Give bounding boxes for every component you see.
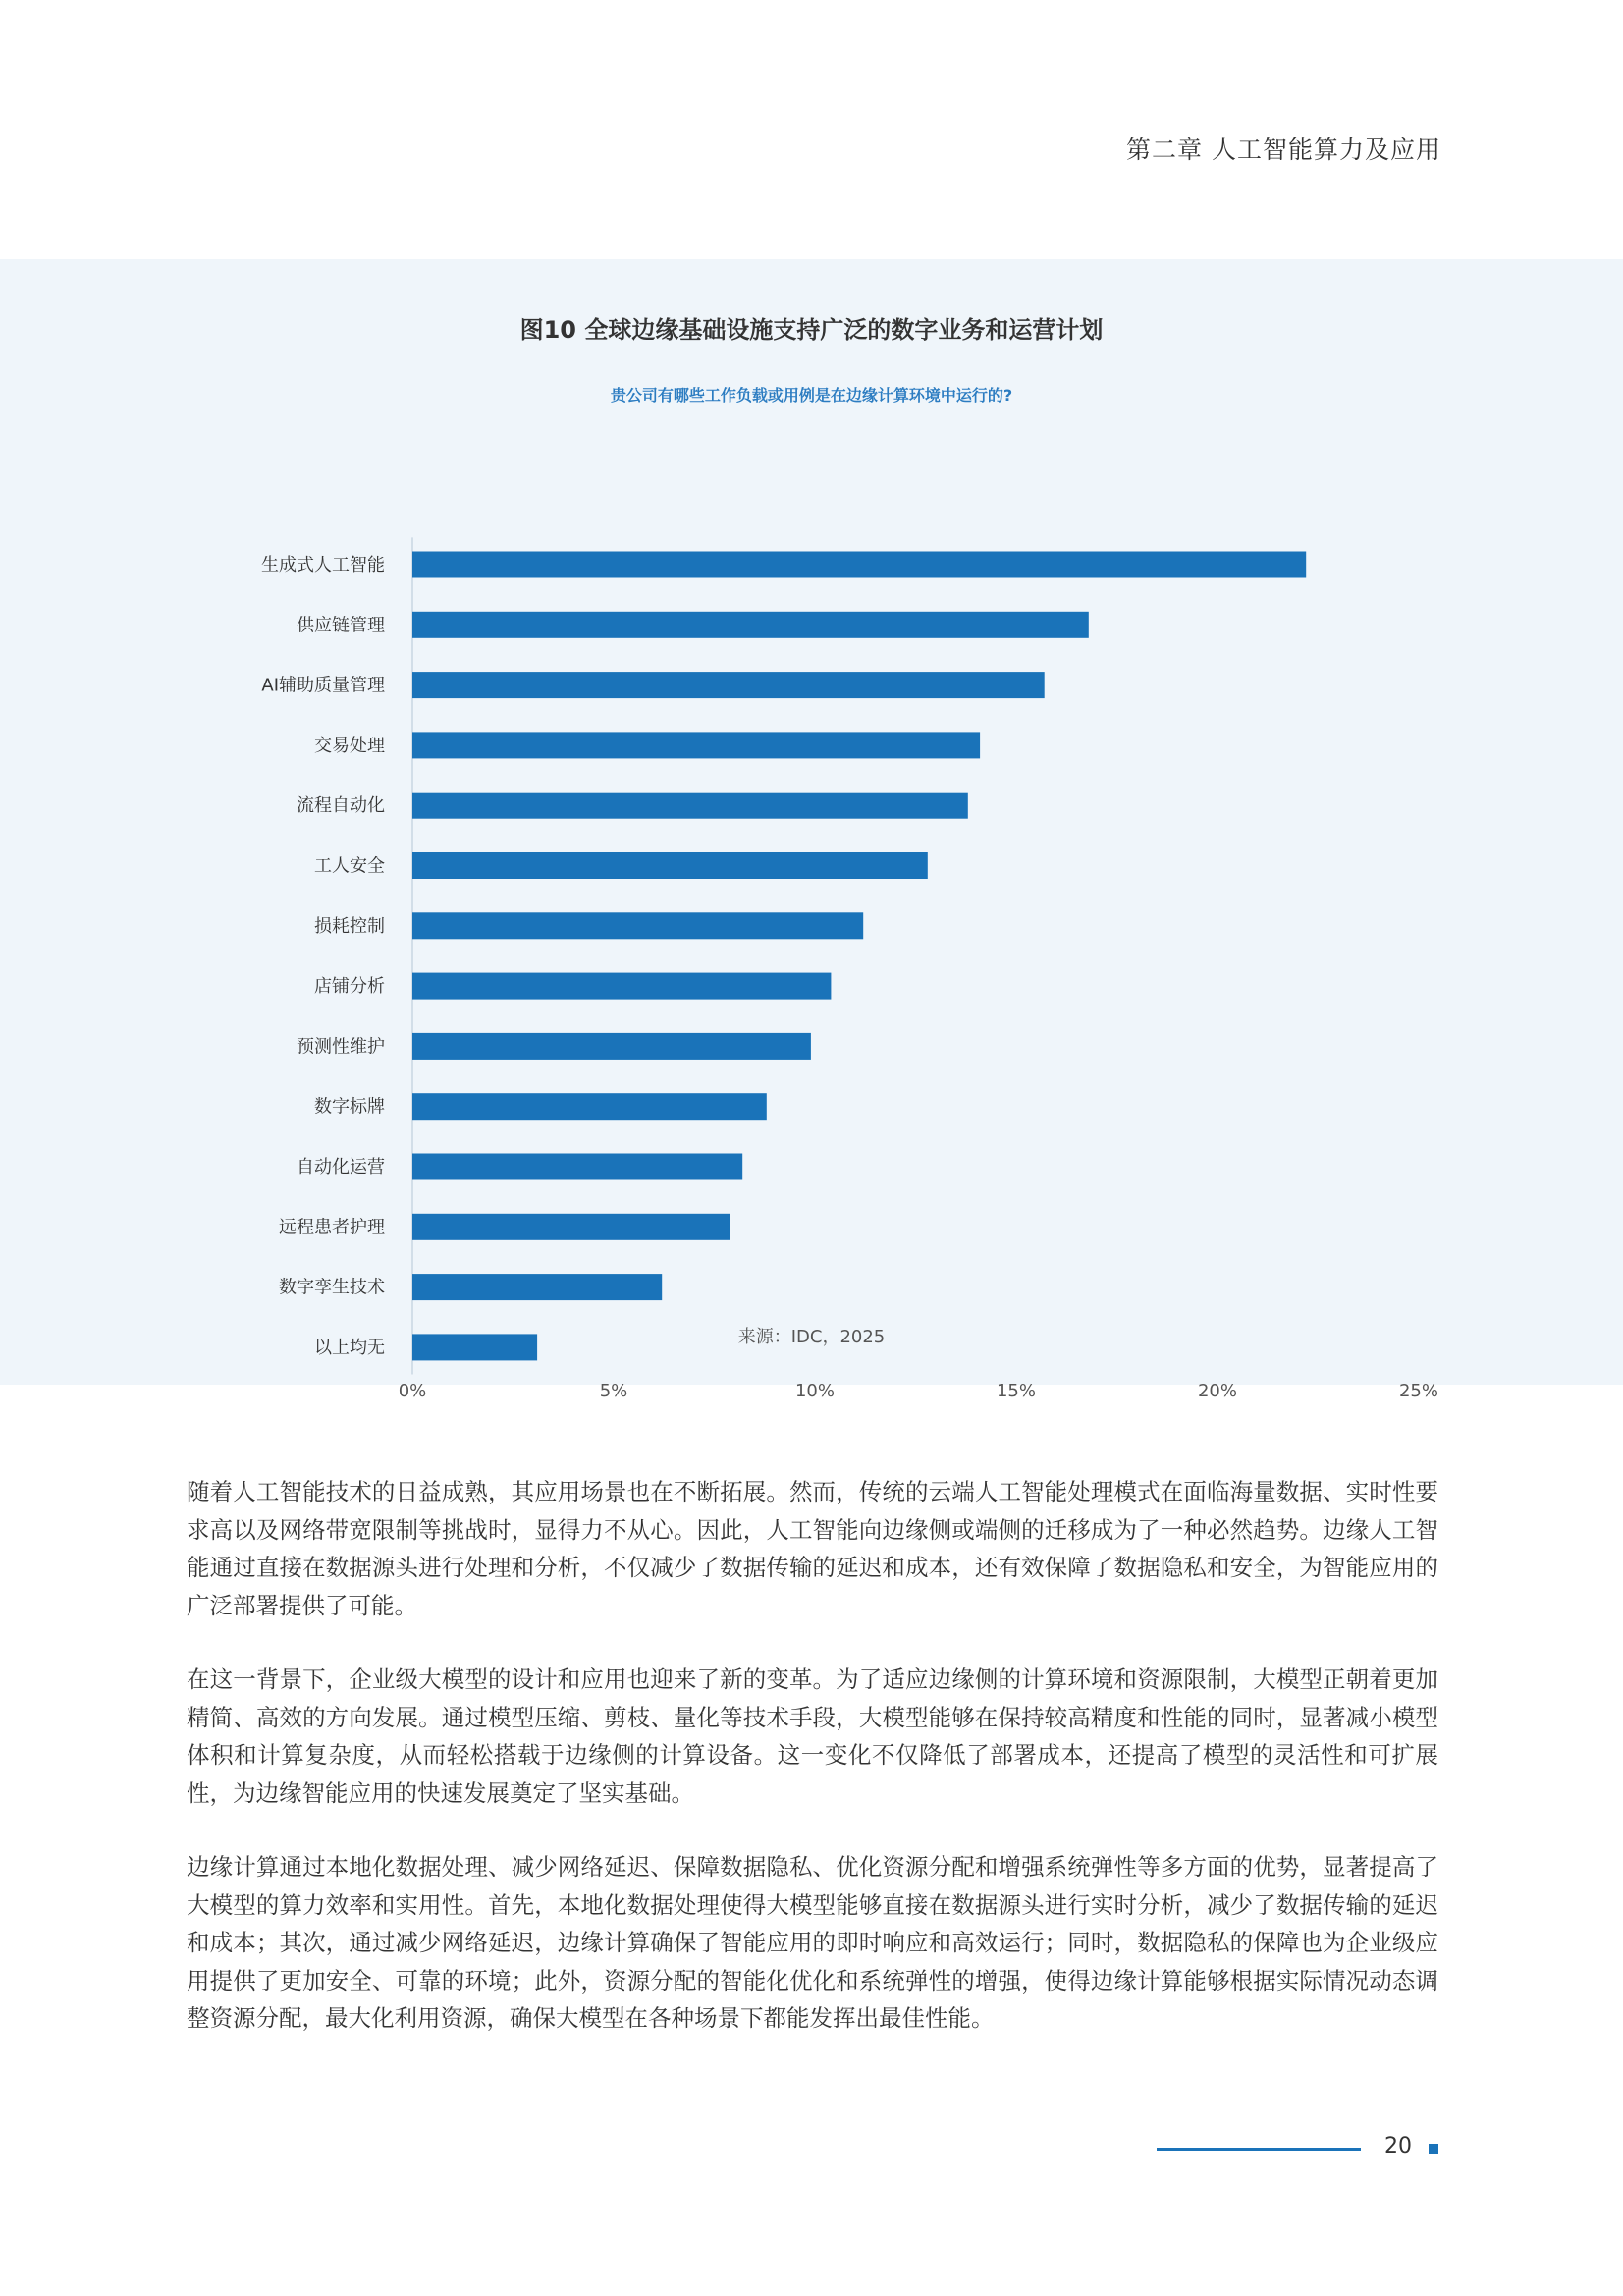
body-paragraph-3: 边缘计算通过本地化数据处理、减少网络延迟、保障数据隐私、优化资源分配和增强系统弹性等多方面的优势，显著提高了大模型的算力效率和实用性。首先，本地化数据处理使得大模型能够直接在数据源头进行实时分析，减少了数据传输的延迟和成本；其次，通过减少网络延迟，边缘计算确保了智能应用的即时响应和高效运行；同时，数据隐私的保障也为企业级应用提供了更加安全、可靠的环境；此外，资源分配的智能化优化和系统弹性的增强，使得边缘计算能够根据实际情况动态调整资源分配，最大化利用资源，确保大模型在各种场景下都能发挥出最佳性能。 [187, 1853, 1438, 2032]
category-label: 店铺分析 [314, 976, 385, 998]
bar [412, 1154, 742, 1180]
figure-panel [0, 259, 1623, 1401]
category-label: 预测性维护 [297, 1036, 385, 1058]
bar [412, 852, 928, 879]
figure-subtitle: 贵公司有哪些工作负载或用例是在边缘计算环境中运行的? [610, 386, 1013, 405]
category-label: 生成式人工智能 [261, 555, 385, 575]
figure-source: 来源：IDC，2025 [737, 1327, 886, 1347]
page-number: 20 [1384, 2134, 1412, 2159]
bar [412, 552, 1306, 578]
footer-rule [1157, 2148, 1361, 2151]
category-label: 供应链管理 [297, 615, 385, 636]
bar [412, 973, 831, 1000]
x-tick-label: 15% [996, 1380, 1037, 1401]
category-label: 交易处理 [314, 735, 385, 756]
category-label: 流程自动化 [297, 795, 385, 817]
x-tick-label: 25% [1398, 1380, 1439, 1401]
category-label: 损耗控制 [314, 915, 385, 937]
bar [412, 612, 1089, 638]
bar [412, 1274, 662, 1300]
bar [412, 793, 968, 819]
body-paragraph-1: 随着人工智能技术的日益成熟，其应用场景也在不断拓展。然而，传统的云端人工智能处理模式在面临海量数据、实时性要求高以及网络带宽限制等挑战时，显得力不从心。因此，人工智能向边缘侧或端侧的迁移成为了一种必然趋势。边缘人工智能通过直接在数据源头进行处理和分析，不仅减少了数据传输的延迟和成本，还有效保障了数据隐私和安全，为智能应用的广泛部署提供了可能。 [187, 1478, 1438, 1619]
category-label: 数字标牌 [314, 1096, 385, 1118]
category-label: 工人安全 [314, 855, 385, 877]
body-paragraph-2: 在这一背景下，企业级大模型的设计和应用也迎来了新的变革。为了适应边缘侧的计算环境和资源限制，大模型正朝着更加精简、高效的方向发展。通过模型压缩、剪枝、量化等技术手段，大模型能够在保持较高精度和性能的同时，显著减小模型体积和计算复杂度，从而轻松搭载于边缘侧的计算设备。这一变化不仅降低了部署成本，还提高了模型的灵活性和可扩展性，为边缘智能应用的快速发展奠定了坚实基础。 [187, 1666, 1438, 1807]
body-text [187, 1473, 1438, 2074]
bar [412, 672, 1045, 698]
bar [412, 1214, 730, 1240]
x-tick-label: 10% [794, 1380, 836, 1401]
bar [412, 1033, 811, 1060]
bar [412, 732, 980, 758]
x-tick-label: 5% [599, 1380, 628, 1401]
x-tick-label: 0% [398, 1380, 427, 1401]
category-label: 远程患者护理 [279, 1217, 385, 1238]
chapter-header: 第二章 人工智能算力及应用 [1126, 136, 1441, 164]
x-tick-label: 20% [1197, 1380, 1238, 1401]
figure-title: 图10 全球边缘基础设施支持广泛的数字业务和运营计划 [519, 316, 1104, 344]
category-label: AI辅助质量管理 [261, 675, 385, 696]
page-marker-square [1429, 2144, 1438, 2154]
bar [412, 1093, 767, 1120]
category-label: 自动化运营 [297, 1157, 385, 1177]
category-label: 数字孪生技术 [279, 1277, 385, 1298]
bar [412, 912, 863, 939]
category-label: 以上均无 [314, 1337, 385, 1358]
